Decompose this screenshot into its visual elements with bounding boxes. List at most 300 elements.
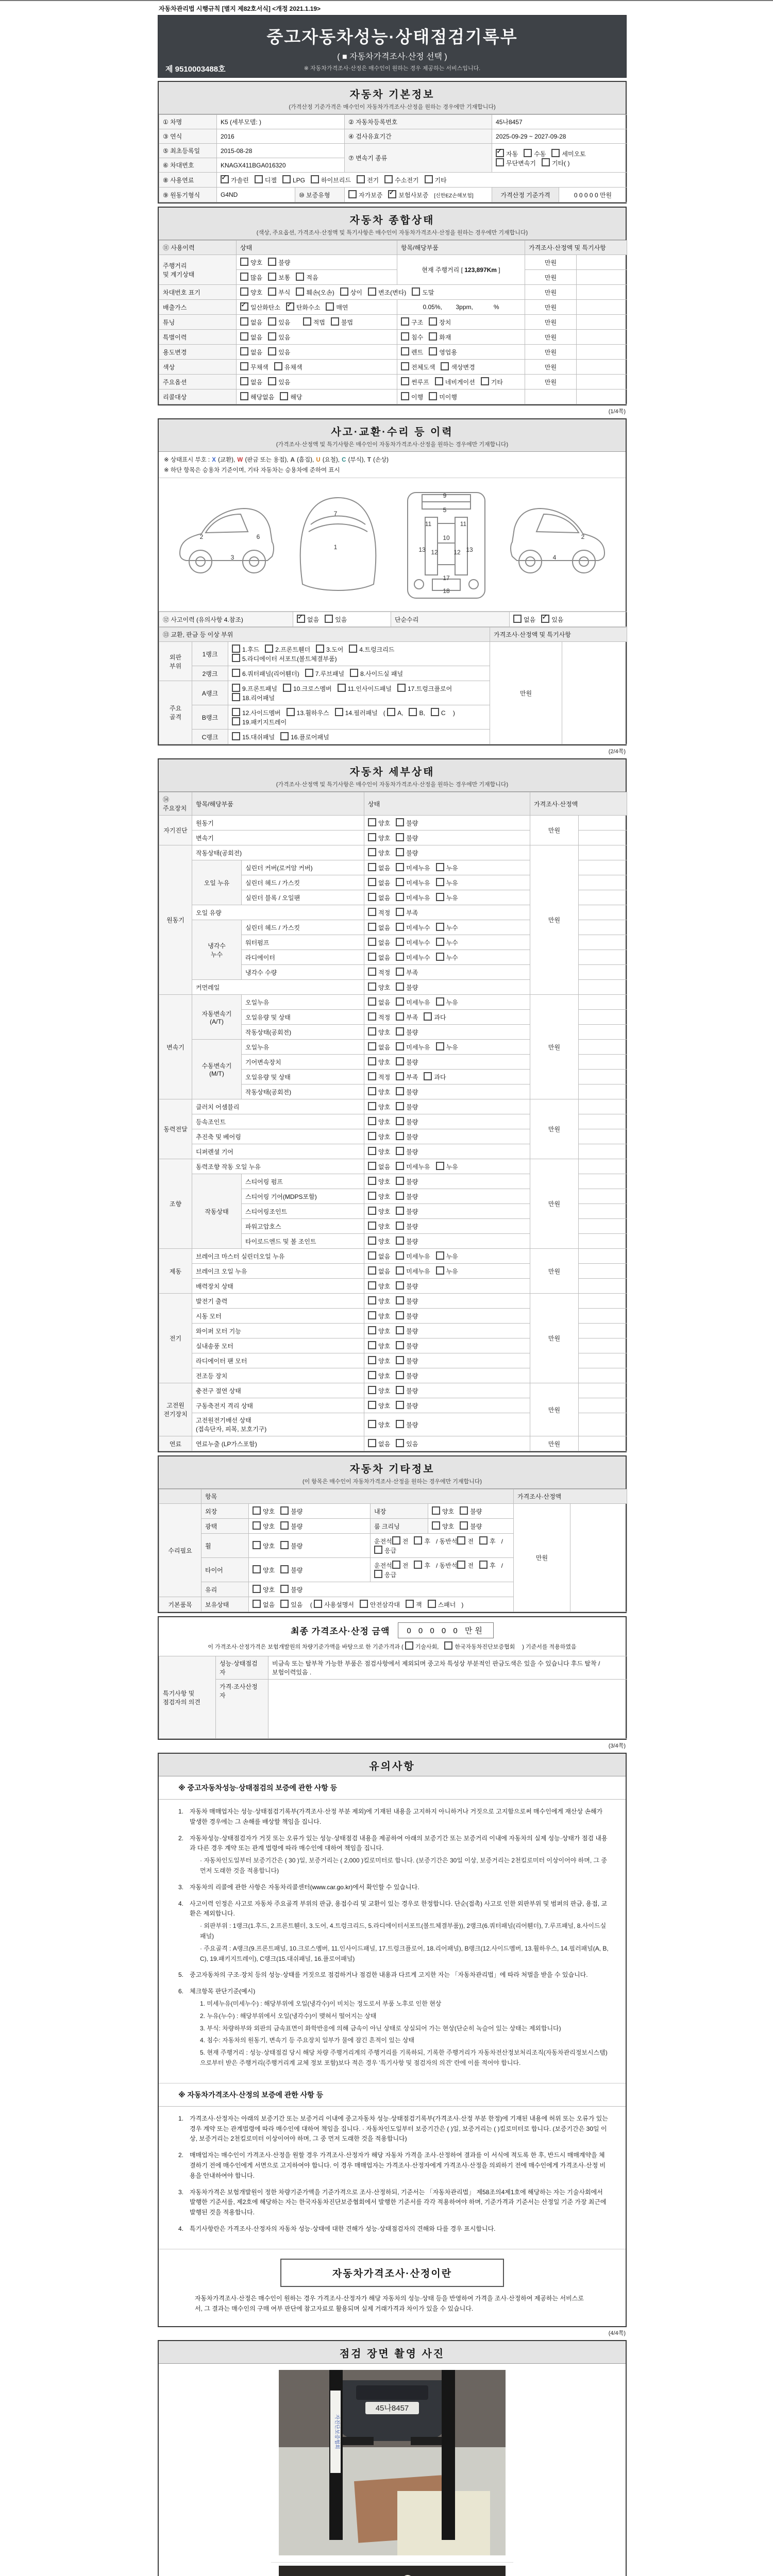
- checkbox-option[interactable]: [396, 1117, 418, 1126]
- checkbox-option[interactable]: [435, 377, 475, 386]
- checkbox[interactable]: [436, 953, 444, 961]
- checkbox[interactable]: [436, 938, 444, 946]
- checkbox[interactable]: [349, 645, 357, 653]
- checkbox-option[interactable]: [368, 1326, 390, 1335]
- checkbox[interactable]: [374, 1546, 382, 1554]
- checkbox-option[interactable]: [405, 1641, 439, 1651]
- checkbox-option[interactable]: [479, 1561, 496, 1570]
- checkbox[interactable]: [253, 1585, 261, 1593]
- checkbox[interactable]: [392, 1561, 400, 1569]
- checkbox[interactable]: [268, 332, 276, 341]
- checkbox-option[interactable]: [396, 833, 418, 842]
- checkbox-option[interactable]: [384, 175, 418, 184]
- checkbox-option[interactable]: [232, 717, 287, 726]
- checkbox-option[interactable]: [424, 1072, 446, 1081]
- checkbox-option[interactable]: [541, 615, 563, 624]
- checkbox-option[interactable]: [349, 645, 394, 654]
- checkbox[interactable]: [368, 968, 376, 976]
- checkbox-option[interactable]: [412, 287, 434, 297]
- checkbox[interactable]: [425, 175, 433, 183]
- checkbox[interactable]: [368, 1296, 376, 1304]
- checkbox-option[interactable]: [396, 1057, 418, 1066]
- checkbox-option[interactable]: [287, 708, 329, 717]
- checkbox-option[interactable]: [368, 1401, 390, 1410]
- checkbox[interactable]: [268, 377, 276, 385]
- checkbox[interactable]: [368, 1420, 376, 1428]
- checkbox[interactable]: [368, 1326, 376, 1334]
- checkbox[interactable]: [368, 1266, 376, 1275]
- checkbox[interactable]: [436, 1251, 444, 1260]
- checkbox[interactable]: [368, 848, 376, 856]
- checkbox-option[interactable]: [368, 818, 390, 827]
- checkbox-option[interactable]: [460, 1506, 482, 1516]
- checkbox[interactable]: [280, 1600, 289, 1608]
- checkbox[interactable]: [240, 287, 248, 296]
- checkbox-option[interactable]: [368, 1147, 390, 1156]
- checkbox-option[interactable]: [368, 938, 390, 947]
- checkbox-option[interactable]: [274, 362, 303, 371]
- checkbox-option[interactable]: [283, 684, 332, 693]
- checkbox-option[interactable]: [280, 1585, 303, 1594]
- checkbox[interactable]: [396, 938, 404, 946]
- checkbox-option[interactable]: [240, 362, 268, 371]
- checkbox-option[interactable]: [436, 878, 458, 887]
- checkbox[interactable]: [232, 669, 240, 677]
- checkbox-option[interactable]: [496, 158, 536, 167]
- checkbox-option[interactable]: [368, 1251, 390, 1261]
- checkbox[interactable]: [368, 1177, 376, 1185]
- checkbox[interactable]: [396, 863, 404, 871]
- checkbox-option[interactable]: [280, 1521, 303, 1531]
- checkbox[interactable]: [232, 654, 240, 662]
- checkbox-option[interactable]: [240, 377, 262, 386]
- checkbox-option[interactable]: [436, 938, 458, 947]
- checkbox[interactable]: [348, 190, 357, 198]
- checkbox[interactable]: [428, 1600, 436, 1608]
- checkbox-option[interactable]: [457, 1561, 474, 1570]
- checkbox[interactable]: [253, 1521, 261, 1530]
- checkbox[interactable]: [368, 1087, 376, 1095]
- checked-checkbox[interactable]: [541, 615, 549, 623]
- checkbox[interactable]: [396, 833, 404, 841]
- checkbox-option[interactable]: [286, 302, 320, 312]
- checkbox-option[interactable]: [296, 273, 318, 282]
- checkbox-option[interactable]: [368, 1281, 390, 1291]
- checkbox[interactable]: [429, 392, 437, 400]
- checkbox[interactable]: [429, 317, 437, 326]
- checkbox-option[interactable]: [396, 1356, 418, 1365]
- checkbox[interactable]: [268, 273, 276, 281]
- checkbox[interactable]: [396, 1311, 404, 1319]
- checkbox-option[interactable]: [368, 848, 390, 857]
- checkbox-option[interactable]: [305, 669, 344, 678]
- checkbox[interactable]: [396, 818, 404, 826]
- checkbox-option[interactable]: [444, 1641, 515, 1651]
- checkbox[interactable]: [368, 1012, 376, 1021]
- checkbox[interactable]: [444, 1641, 452, 1650]
- checkbox[interactable]: [280, 1565, 289, 1573]
- checkbox[interactable]: [368, 997, 376, 1006]
- checkbox[interactable]: [368, 863, 376, 871]
- checkbox[interactable]: [240, 332, 248, 341]
- checkbox-option[interactable]: [253, 1600, 275, 1609]
- checkbox-option[interactable]: [396, 1371, 418, 1380]
- checkbox[interactable]: [268, 258, 276, 266]
- checkbox-option[interactable]: [414, 1536, 430, 1546]
- checkbox[interactable]: [325, 615, 333, 623]
- checkbox-option[interactable]: [457, 1536, 474, 1546]
- checkbox-option[interactable]: [268, 317, 290, 327]
- checkbox-option[interactable]: [396, 923, 430, 932]
- checkbox[interactable]: [479, 1561, 488, 1569]
- checkbox[interactable]: [524, 149, 532, 157]
- checkbox-option[interactable]: [396, 1326, 418, 1335]
- checkbox-option[interactable]: [268, 347, 290, 357]
- checkbox[interactable]: [338, 684, 346, 692]
- checkbox[interactable]: [396, 1266, 404, 1275]
- checkbox[interactable]: [436, 1042, 444, 1050]
- checkbox-option[interactable]: [396, 908, 418, 917]
- checkbox[interactable]: [429, 347, 437, 355]
- checkbox[interactable]: [396, 1341, 404, 1349]
- checkbox-option[interactable]: [368, 878, 390, 887]
- checkbox[interactable]: [240, 377, 248, 385]
- checkbox-option[interactable]: [396, 1386, 418, 1395]
- checkbox[interactable]: [414, 1561, 422, 1569]
- checkbox[interactable]: [396, 1012, 404, 1021]
- checkbox-option[interactable]: [368, 982, 390, 992]
- checkbox-option[interactable]: [368, 1162, 390, 1171]
- checkbox[interactable]: [368, 908, 376, 916]
- checkbox[interactable]: [335, 708, 343, 716]
- checkbox-option[interactable]: [396, 1420, 418, 1429]
- checkbox-option[interactable]: [496, 149, 518, 158]
- checkbox[interactable]: [253, 1565, 261, 1573]
- checkbox-option[interactable]: [396, 1042, 430, 1052]
- checkbox[interactable]: [496, 158, 504, 166]
- checkbox[interactable]: [368, 1281, 376, 1290]
- checkbox[interactable]: [368, 1341, 376, 1349]
- checkbox[interactable]: [387, 708, 395, 716]
- checkbox[interactable]: [368, 1401, 376, 1409]
- checkbox[interactable]: [280, 1506, 289, 1515]
- checkbox[interactable]: [396, 1251, 404, 1260]
- checkbox[interactable]: [303, 317, 311, 326]
- checkbox-option[interactable]: [268, 332, 290, 342]
- checkbox-option[interactable]: [429, 332, 451, 342]
- checkbox-option[interactable]: [396, 1236, 418, 1246]
- checkbox-option[interactable]: [396, 1087, 418, 1096]
- checkbox-option[interactable]: [240, 258, 262, 267]
- checkbox-option[interactable]: [265, 645, 310, 654]
- checkbox-option[interactable]: [368, 1072, 390, 1081]
- checkbox-option[interactable]: [311, 175, 351, 184]
- checkbox[interactable]: [396, 1087, 404, 1095]
- checkbox-option[interactable]: [368, 953, 390, 962]
- checkbox[interactable]: [232, 732, 240, 740]
- checkbox[interactable]: [280, 1541, 289, 1549]
- checkbox-option[interactable]: [396, 1222, 418, 1231]
- checkbox-option[interactable]: [374, 1570, 396, 1579]
- checkbox[interactable]: [368, 938, 376, 946]
- checkbox[interactable]: [396, 893, 404, 901]
- checkbox[interactable]: [368, 1042, 376, 1050]
- checkbox-option[interactable]: [368, 1266, 390, 1276]
- checkbox-option[interactable]: [232, 684, 277, 693]
- checkbox-option[interactable]: [396, 1296, 418, 1306]
- checkbox[interactable]: [311, 175, 319, 183]
- checkbox[interactable]: [280, 1521, 289, 1530]
- checkbox[interactable]: [424, 1072, 432, 1080]
- checkbox[interactable]: [384, 175, 393, 183]
- checkbox-option[interactable]: [232, 654, 337, 663]
- checkbox[interactable]: [396, 1326, 404, 1334]
- checkbox[interactable]: [340, 287, 348, 296]
- checkbox-option[interactable]: [436, 893, 458, 902]
- checkbox[interactable]: [368, 1072, 376, 1080]
- checkbox-option[interactable]: [232, 732, 275, 741]
- checkbox-option[interactable]: [396, 1401, 418, 1410]
- checkbox[interactable]: [396, 1177, 404, 1185]
- checkbox-option[interactable]: [401, 392, 423, 401]
- checkbox-option[interactable]: [401, 362, 435, 371]
- checkbox-option[interactable]: [401, 332, 423, 342]
- checkbox-option[interactable]: [396, 1027, 418, 1037]
- checkbox-option[interactable]: [368, 1132, 390, 1141]
- checkbox-option[interactable]: [296, 287, 334, 297]
- checkbox-option[interactable]: [331, 317, 353, 327]
- checkbox[interactable]: [283, 684, 291, 692]
- checkbox-option[interactable]: [396, 893, 430, 902]
- checkbox-option[interactable]: [368, 997, 390, 1007]
- checkbox[interactable]: [268, 287, 276, 296]
- checkbox[interactable]: [396, 1057, 404, 1065]
- checkbox[interactable]: [253, 1506, 261, 1515]
- checkbox[interactable]: [232, 645, 240, 653]
- checkbox[interactable]: [396, 923, 404, 931]
- checkbox-option[interactable]: [432, 1521, 454, 1531]
- checkbox[interactable]: [436, 863, 444, 871]
- checkbox-option[interactable]: [325, 615, 347, 624]
- checkbox-option[interactable]: [392, 1561, 409, 1570]
- checkbox-option[interactable]: [221, 175, 249, 184]
- checkbox-option[interactable]: [253, 1585, 275, 1594]
- checkbox-option[interactable]: [396, 953, 430, 962]
- checkbox-option[interactable]: [280, 1600, 303, 1609]
- checkbox-option[interactable]: [429, 317, 451, 327]
- checkbox-option[interactable]: [396, 968, 418, 977]
- checkbox-option[interactable]: [268, 273, 290, 282]
- checkbox[interactable]: [368, 982, 376, 991]
- checkbox[interactable]: [542, 158, 550, 166]
- checkbox[interactable]: [396, 878, 404, 886]
- checkbox[interactable]: [460, 1506, 468, 1515]
- checkbox[interactable]: [396, 1281, 404, 1290]
- checkbox[interactable]: [280, 392, 288, 400]
- checkbox[interactable]: [436, 1266, 444, 1275]
- checkbox[interactable]: [368, 923, 376, 931]
- checkbox-option[interactable]: [481, 377, 503, 386]
- checkbox[interactable]: [401, 332, 409, 341]
- checkbox[interactable]: [326, 302, 334, 311]
- checkbox-option[interactable]: [429, 392, 457, 401]
- checkbox[interactable]: [350, 669, 358, 677]
- checkbox[interactable]: [424, 1012, 432, 1021]
- checkbox[interactable]: [240, 317, 248, 326]
- checkbox[interactable]: [396, 1356, 404, 1364]
- checkbox-option[interactable]: [396, 1192, 418, 1201]
- checkbox-option[interactable]: [388, 190, 428, 199]
- checkbox-option[interactable]: [424, 1012, 446, 1022]
- checkbox[interactable]: [268, 347, 276, 355]
- checkbox[interactable]: [551, 149, 560, 157]
- checkbox-option[interactable]: [396, 982, 418, 992]
- checkbox-option[interactable]: [350, 669, 403, 678]
- checkbox-option[interactable]: [542, 158, 570, 167]
- checkbox[interactable]: [357, 175, 365, 183]
- checkbox-option[interactable]: [396, 1147, 418, 1156]
- checkbox-option[interactable]: [432, 1506, 454, 1516]
- checkbox[interactable]: [240, 392, 248, 400]
- checkbox-option[interactable]: [396, 1012, 418, 1022]
- checkbox[interactable]: [406, 1600, 414, 1608]
- checkbox[interactable]: [457, 1536, 465, 1545]
- checkbox[interactable]: [368, 1439, 376, 1447]
- checkbox-option[interactable]: [348, 190, 382, 199]
- checkbox-option[interactable]: [280, 1541, 303, 1550]
- checkbox-option[interactable]: [280, 392, 302, 401]
- checkbox[interactable]: [396, 1162, 404, 1170]
- checkbox[interactable]: [368, 1117, 376, 1125]
- checkbox-option[interactable]: [303, 317, 325, 327]
- checkbox-option[interactable]: [436, 1042, 458, 1052]
- checkbox[interactable]: [280, 1585, 289, 1593]
- checkbox-option[interactable]: [409, 708, 425, 717]
- checkbox[interactable]: [435, 377, 443, 385]
- checkbox[interactable]: [368, 1371, 376, 1379]
- checkbox-option[interactable]: [357, 175, 379, 184]
- checkbox[interactable]: [432, 1506, 440, 1515]
- checkbox-option[interactable]: [368, 1027, 390, 1037]
- checkbox-option[interactable]: [368, 1439, 390, 1448]
- checkbox[interactable]: [368, 1102, 376, 1110]
- checked-checkbox[interactable]: [388, 190, 396, 198]
- checkbox-option[interactable]: [460, 1521, 482, 1531]
- checkbox[interactable]: [274, 362, 282, 370]
- checkbox-option[interactable]: [479, 1536, 496, 1546]
- checkbox[interactable]: [368, 953, 376, 961]
- checkbox-option[interactable]: [368, 863, 390, 872]
- checkbox-option[interactable]: [368, 1087, 390, 1096]
- checkbox[interactable]: [368, 833, 376, 841]
- checkbox-option[interactable]: [396, 1266, 430, 1276]
- checkbox[interactable]: [401, 317, 409, 326]
- checkbox[interactable]: [396, 1072, 404, 1080]
- checkbox[interactable]: [479, 1536, 488, 1545]
- checkbox-option[interactable]: [253, 1565, 275, 1574]
- checkbox[interactable]: [331, 317, 339, 326]
- checkbox-option[interactable]: [436, 863, 458, 872]
- checked-checkbox[interactable]: [297, 615, 305, 623]
- checkbox-option[interactable]: [280, 732, 329, 741]
- checkbox-option[interactable]: [253, 1506, 275, 1516]
- checkbox-option[interactable]: [368, 968, 390, 977]
- checkbox[interactable]: [368, 1147, 376, 1155]
- checkbox-option[interactable]: [232, 669, 299, 678]
- checkbox-option[interactable]: [396, 1132, 418, 1141]
- checkbox[interactable]: [232, 693, 240, 701]
- checkbox-option[interactable]: [268, 287, 290, 297]
- checkbox[interactable]: [253, 1541, 261, 1549]
- checkbox[interactable]: [429, 332, 437, 341]
- checkbox-option[interactable]: [368, 1102, 390, 1111]
- checkbox-option[interactable]: [368, 1177, 390, 1186]
- checkbox[interactable]: [396, 1207, 404, 1215]
- checkbox[interactable]: [397, 684, 406, 692]
- checkbox-option[interactable]: [401, 377, 429, 386]
- checkbox-option[interactable]: [428, 1600, 456, 1609]
- checkbox[interactable]: [368, 1356, 376, 1364]
- checkbox[interactable]: [436, 923, 444, 931]
- checkbox-option[interactable]: [368, 1371, 390, 1380]
- checkbox[interactable]: [232, 708, 240, 716]
- checkbox-option[interactable]: [282, 175, 305, 184]
- checkbox[interactable]: [368, 1236, 376, 1245]
- checkbox[interactable]: [460, 1521, 468, 1530]
- checkbox-option[interactable]: [240, 302, 280, 312]
- checkbox-option[interactable]: [368, 1341, 390, 1350]
- checkbox-option[interactable]: [429, 347, 457, 357]
- checkbox-option[interactable]: [396, 938, 430, 947]
- checkbox[interactable]: [232, 684, 240, 692]
- checkbox[interactable]: [268, 317, 276, 326]
- checkbox-option[interactable]: [513, 615, 535, 624]
- checkbox[interactable]: [396, 1222, 404, 1230]
- checkbox-option[interactable]: [551, 149, 585, 158]
- checkbox-option[interactable]: [240, 287, 262, 297]
- checkbox[interactable]: [396, 1192, 404, 1200]
- checkbox-option[interactable]: [340, 287, 362, 297]
- checkbox-option[interactable]: [368, 1236, 390, 1246]
- checkbox[interactable]: [396, 1147, 404, 1155]
- checkbox-option[interactable]: [401, 347, 423, 357]
- checkbox[interactable]: [368, 1162, 376, 1170]
- checkbox[interactable]: [432, 1521, 440, 1530]
- checkbox[interactable]: [396, 1371, 404, 1379]
- checkbox[interactable]: [314, 1600, 322, 1608]
- checkbox-option[interactable]: [240, 332, 262, 342]
- checkbox[interactable]: [368, 1132, 376, 1140]
- checkbox[interactable]: [436, 893, 444, 901]
- checkbox[interactable]: [368, 1057, 376, 1065]
- checkbox[interactable]: [368, 1207, 376, 1215]
- checkbox-option[interactable]: [368, 1420, 390, 1429]
- checkbox-option[interactable]: [392, 1536, 409, 1546]
- checkbox-option[interactable]: [368, 1042, 390, 1052]
- checkbox[interactable]: [396, 848, 404, 856]
- checkbox-option[interactable]: [436, 923, 458, 932]
- checkbox-option[interactable]: [368, 1222, 390, 1231]
- checkbox-option[interactable]: [360, 1600, 400, 1609]
- checkbox-option[interactable]: [414, 1561, 430, 1570]
- checkbox-option[interactable]: [431, 708, 446, 717]
- checkbox-option[interactable]: [396, 1072, 418, 1081]
- checkbox-option[interactable]: [253, 1541, 275, 1550]
- checkbox[interactable]: [296, 287, 304, 296]
- checkbox[interactable]: [396, 1386, 404, 1394]
- checkbox-option[interactable]: [436, 953, 458, 962]
- checkbox-option[interactable]: [240, 273, 262, 282]
